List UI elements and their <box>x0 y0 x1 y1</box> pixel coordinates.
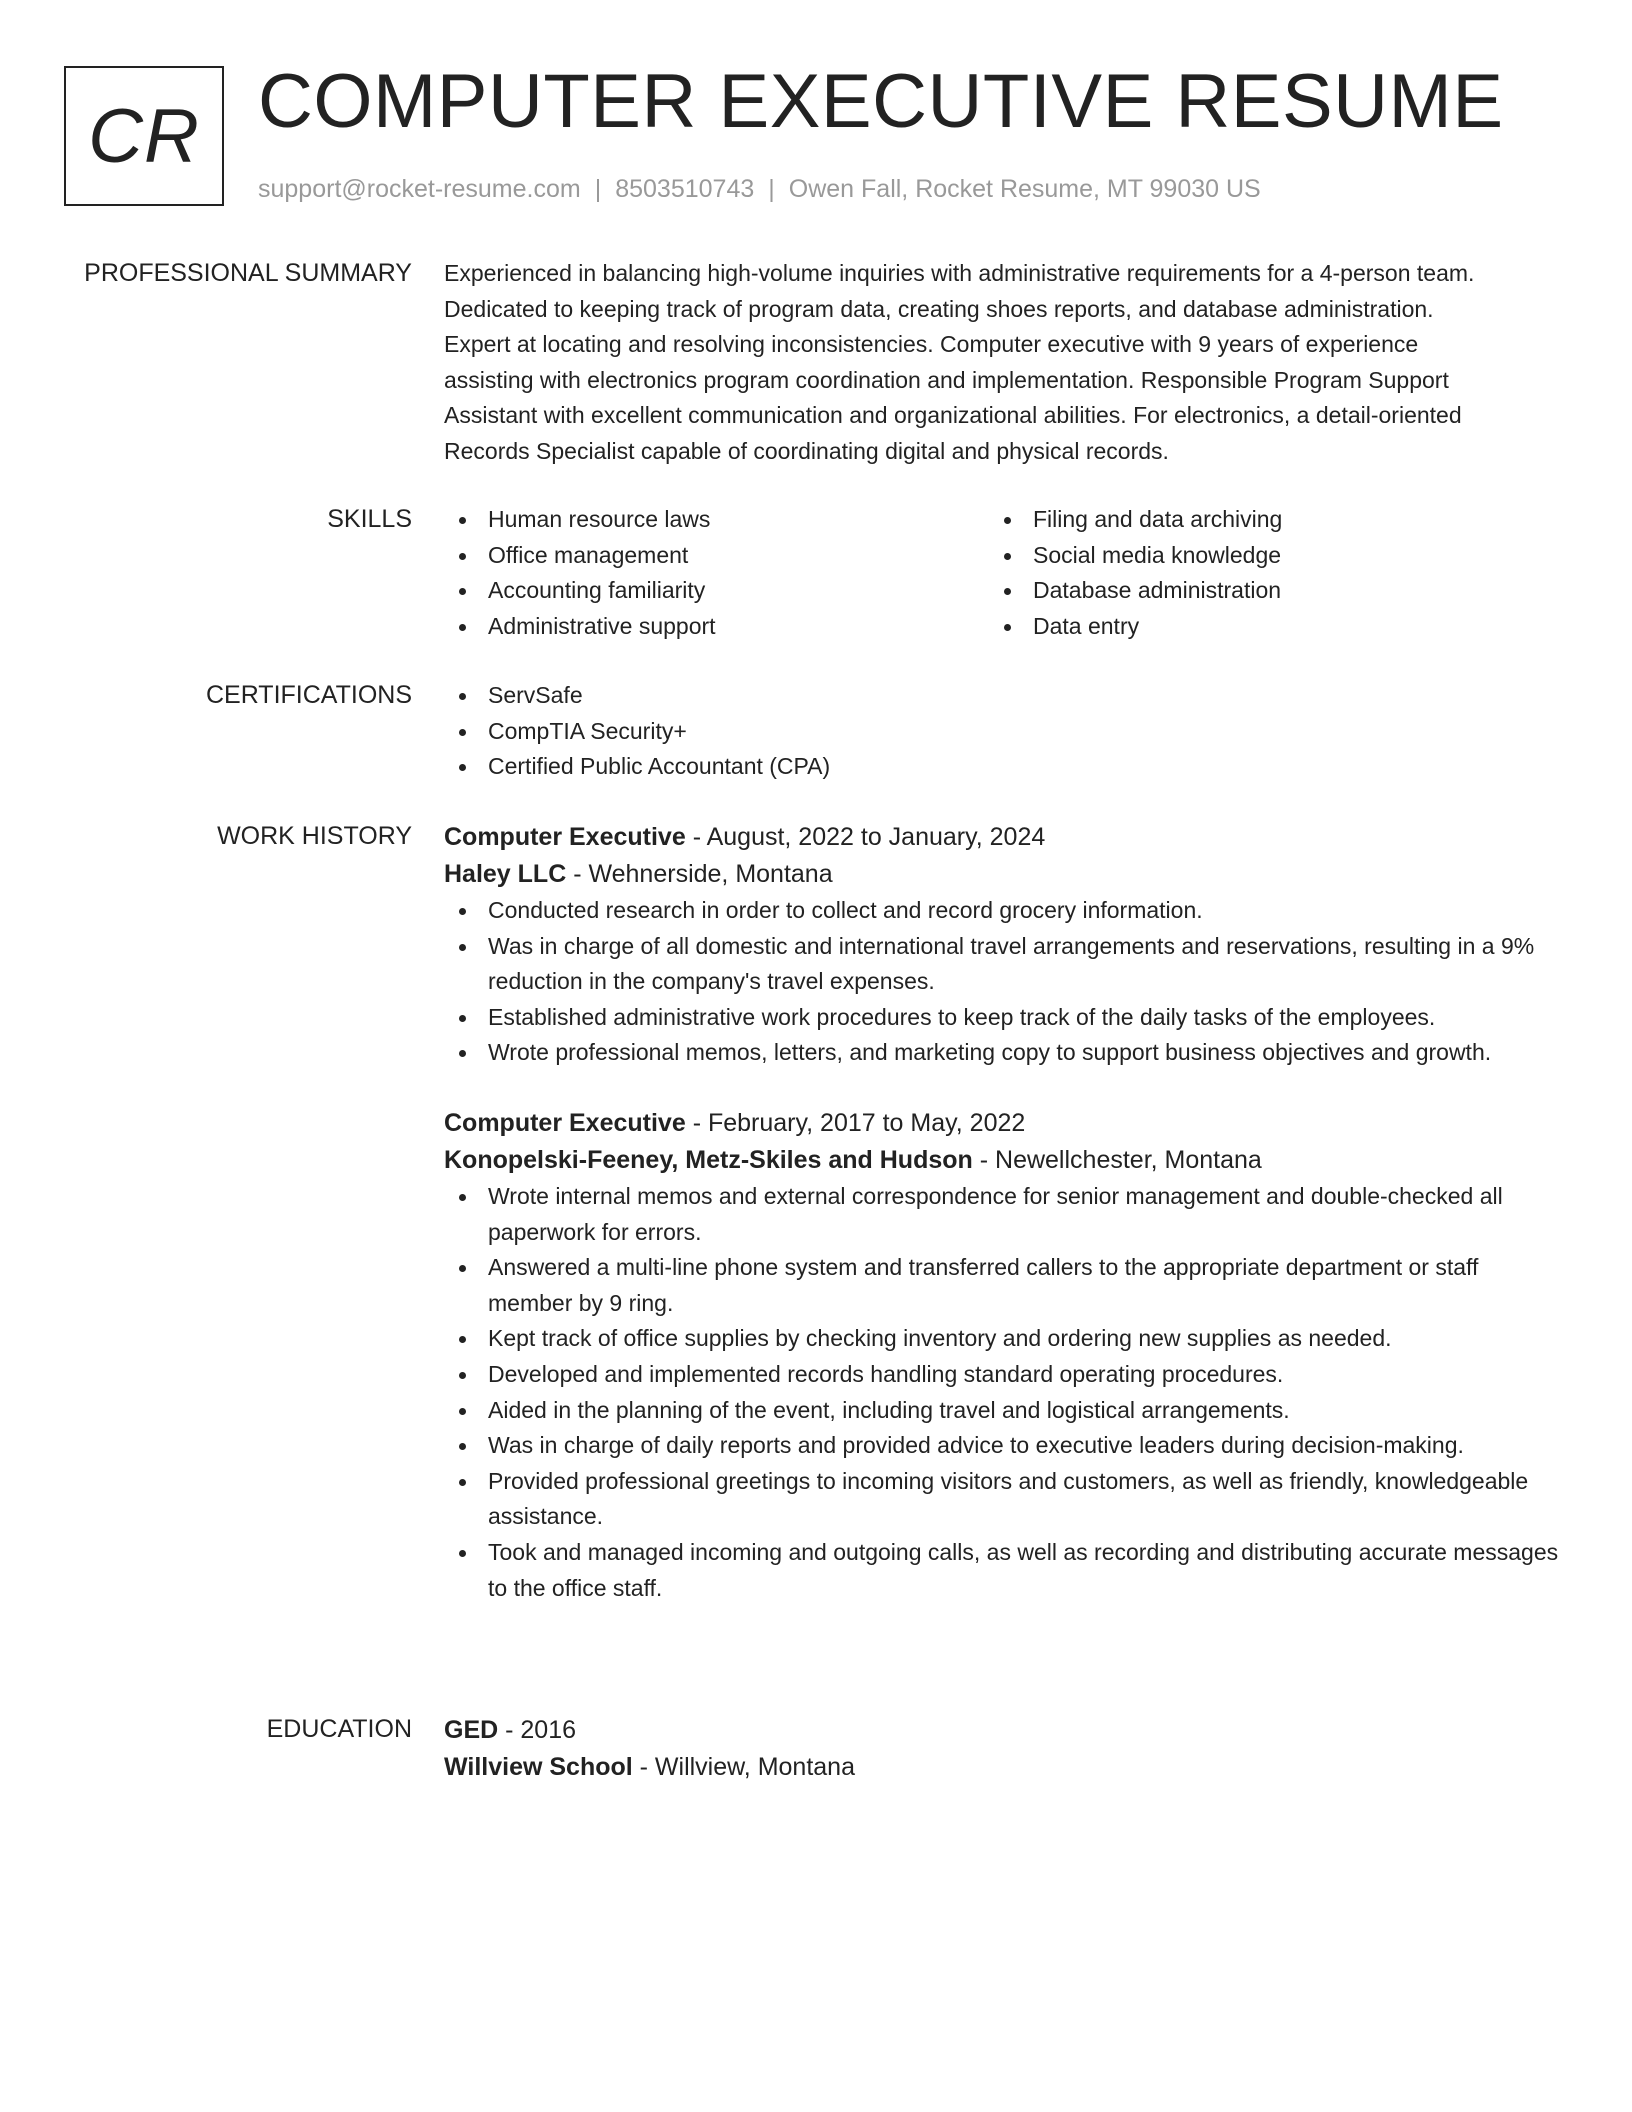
summary-line: Records Specialist capable of coordinating digital and physical records. <box>444 437 1169 464</box>
education-school: Willview School <box>444 1753 633 1781</box>
skill-item: Database administration <box>989 573 1534 609</box>
skill-item: Accounting familiarity <box>444 573 989 609</box>
job-title: Computer Executive <box>444 1108 686 1137</box>
job-company-line <box>444 856 1562 893</box>
certification-item: ServSafe <box>444 678 1562 714</box>
summary-line: assisting with electronics program coordination and implementation. Responsible Program Support <box>444 366 1449 393</box>
skills-body <box>444 502 1562 644</box>
job-bullet: Wrote professional memos, letters, and marketing copy to support business objectives and growth. <box>444 1035 1562 1071</box>
resume-title: COMPUTER EXECUTIVE RESUME <box>258 59 1504 144</box>
certification-item: Certified Public Accountant (CPA) <box>444 749 1562 785</box>
job-location: - Newellchester, Montana <box>972 1145 1262 1174</box>
education-body <box>444 1712 1562 1786</box>
job-entry <box>444 819 1562 1071</box>
skill-item: Data entry <box>989 609 1534 645</box>
education-degree-line <box>444 1712 1562 1749</box>
job-title-line <box>444 1105 1562 1142</box>
section-label-summary: PROFESSIONAL SUMMARY <box>84 259 412 287</box>
job-entry <box>444 1105 1562 1606</box>
job-bullet: Kept track of office supplies by checking inventory and ordering new supplies as needed. <box>444 1321 1562 1357</box>
education-school-line <box>444 1749 1562 1786</box>
job-company-line <box>444 1142 1562 1179</box>
certifications-list <box>444 678 1562 785</box>
skills-list-right <box>989 502 1534 644</box>
contact-email: support@rocket-resume.com <box>258 175 581 203</box>
skill-item: Human resource laws <box>444 502 989 538</box>
contact-separator: | <box>594 175 602 203</box>
section-label-skills: SKILLS <box>327 505 412 533</box>
job-bullet: Was in charge of all domestic and international travel arrangements and reservations, resulting in a 9% reduction in the company's travel expenses. <box>444 929 1562 1000</box>
contact-line <box>258 172 1261 206</box>
job-bullet: Was in charge of daily reports and provided advice to executive leaders during decision-making. <box>444 1428 1562 1464</box>
skill-item: Social media knowledge <box>989 538 1534 574</box>
job-bullet: Conducted research in order to collect and record grocery information. <box>444 893 1562 929</box>
skill-item: Filing and data archiving <box>989 502 1534 538</box>
skill-item: Office management <box>444 538 989 574</box>
job-company: Konopelski-Feeney, Metz-Skiles and Hudson <box>444 1145 973 1174</box>
job-bullet: Established administrative work procedures to keep track of the daily tasks of the employees. <box>444 1000 1562 1036</box>
education-degree: GED <box>444 1716 499 1744</box>
summary-line: Experienced in balancing high-volume inquiries with administrative requirements for a 4-person team. <box>444 260 1475 286</box>
job-bullets <box>444 893 1562 1071</box>
summary-line: Assistant with excellent communication and organizational abilities. For electronics, a detail-oriented <box>444 402 1462 429</box>
job-title: Computer Executive <box>444 823 686 851</box>
certification-item: CompTIA Security+ <box>444 714 1562 750</box>
contact-phone: 8503510743 <box>615 175 755 203</box>
job-bullet: Provided professional greetings to incoming visitors and customers, as well as friendly, knowledgeable assistance. <box>444 1464 1562 1535</box>
work-history-body <box>444 819 1562 1606</box>
summary-body <box>444 256 1562 470</box>
job-location: - Wehnerside, Montana <box>566 860 833 888</box>
job-bullet: Took and managed incoming and outgoing calls, as well as recording and distributing accurate messages to the office staff. <box>444 1535 1562 1606</box>
monogram-badge: CR <box>64 66 224 206</box>
section-label-certifications: CERTIFICATIONS <box>205 681 412 709</box>
section-label-work-history: WORK HISTORY <box>217 822 412 850</box>
contact-address: Owen Fall, Rocket Resume, MT 99030 US <box>788 175 1261 203</box>
summary-line: Expert at locating and resolving inconsistencies. Computer executive with 9 years of experience <box>444 331 1419 358</box>
certifications-body <box>444 678 1562 785</box>
job-bullets <box>444 1179 1562 1606</box>
job-bullet: Developed and implemented records handling standard operating procedures. <box>444 1357 1562 1393</box>
job-title-line <box>444 819 1562 856</box>
job-bullet: Wrote internal memos and external correspondence for senior management and double-checked all paperwork for errors. <box>444 1179 1562 1250</box>
skill-item: Administrative support <box>444 609 989 645</box>
job-dates: - August, 2022 to January, 2024 <box>685 823 1046 851</box>
summary-line: Dedicated to keeping track of program data, creating shoes reports, and database administration. <box>444 295 1434 322</box>
job-bullet: Answered a multi-line phone system and transferred callers to the appropriate department or staff member by 9 ring. <box>444 1250 1562 1321</box>
education-year: - 2016 <box>498 1716 577 1744</box>
job-bullet: Aided in the planning of the event, including travel and logistical arrangements. <box>444 1393 1562 1429</box>
job-company: Haley LLC <box>444 860 567 888</box>
contact-separator: | <box>768 175 775 203</box>
education-location: - Willview, Montana <box>632 1753 855 1781</box>
job-dates: - February, 2017 to May, 2022 <box>685 1108 1026 1137</box>
skills-list-left <box>444 502 989 644</box>
section-label-education: EDUCATION <box>266 1715 412 1743</box>
